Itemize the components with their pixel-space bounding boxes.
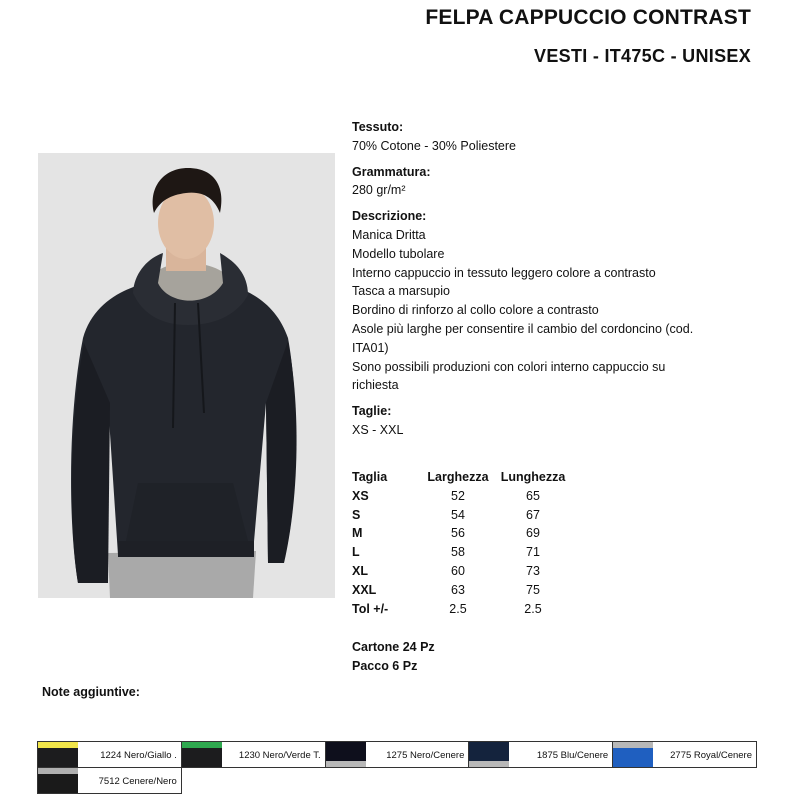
spec-value: XS - XXL: [352, 422, 404, 437]
notes-label: Note aggiuntive:: [42, 685, 140, 699]
size-cell: M: [352, 526, 363, 541]
color-option: [612, 741, 757, 768]
spec-value: Asole più larghe per consentire il cambio del cordoncino (cod.: [352, 321, 694, 336]
spec-value: Sono possibili produzioni con colori interno cappuccio su: [352, 359, 666, 374]
length-cell: 65: [526, 488, 540, 503]
product-title: FELPA CAPPUCCIO CONTRAST: [425, 6, 751, 29]
spec-value: Modello tubolare: [352, 246, 445, 261]
spec-value: 280 gr/m²: [352, 183, 406, 198]
swatch-stripe-bottom: [469, 761, 509, 767]
color-label: 2775 Royal/Cenere: [670, 750, 752, 761]
width-cell: 52: [451, 488, 465, 503]
color-label: 1224 Nero/Giallo .: [100, 750, 177, 761]
swatch-stripe-top: [38, 768, 78, 774]
column-header: Larghezza: [427, 470, 489, 484]
color-swatch: [326, 742, 366, 767]
width-cell: 54: [451, 507, 465, 522]
spec-value: Bordino di rinforzo al collo colore a contrasto: [352, 303, 599, 318]
product-subtitle: VESTI - IT475C - UNISEX: [534, 46, 751, 66]
spec-value: Interno cappuccio in tessuto leggero colore a contrasto: [352, 265, 656, 280]
color-label: 1875 Blu/Cenere: [536, 750, 609, 761]
spec-description: [352, 207, 752, 395]
spec-label: Tessuto:: [352, 120, 404, 134]
length-cell: 67: [526, 507, 540, 522]
table-row: [352, 506, 572, 525]
width-cell: 58: [451, 545, 465, 560]
spec-value: richiesta: [352, 378, 399, 393]
spec-list: [352, 118, 752, 440]
size-cell: S: [352, 507, 361, 522]
spec-value: Manica Dritta: [352, 227, 426, 242]
spec-label: Grammatura:: [352, 164, 431, 179]
table-row: [352, 524, 572, 543]
table-row: [352, 543, 572, 562]
column-header: Lunghezza: [500, 470, 566, 484]
length-cell: 71: [526, 545, 540, 560]
color-swatch: [38, 742, 78, 767]
spec-label: Descrizione:: [352, 209, 427, 224]
packaging-info: [352, 638, 435, 676]
width-cell: 63: [451, 582, 465, 597]
spec-fabric: [352, 118, 752, 156]
color-grid: [37, 741, 756, 793]
table-header-row: [352, 468, 572, 487]
color-label: 1230 Nero/Verde T.: [238, 750, 321, 761]
swatch-stripe-top: [613, 742, 653, 748]
size-cell: Tol +/-: [352, 601, 389, 616]
spec-weight: [352, 163, 752, 201]
spec-value: ITA01): [352, 340, 389, 355]
pack-quantity: Pacco 6 Pz: [352, 659, 418, 673]
width-cell: 56: [451, 526, 465, 541]
color-swatch: [613, 742, 653, 767]
color-option: [37, 741, 182, 768]
length-cell: 75: [526, 582, 540, 597]
swatch-stripe-bottom: [326, 761, 366, 767]
length-cell: 73: [526, 563, 540, 578]
color-label: 1275 Nero/Cenere: [386, 750, 465, 761]
color-option: [468, 741, 613, 768]
spec-label: Taglie:: [352, 404, 392, 419]
width-cell: 60: [451, 563, 465, 578]
size-cell: XL: [352, 563, 368, 578]
spec-value: 70% Cotone - 30% Poliestere: [352, 138, 516, 153]
swatch-stripe-top: [182, 742, 222, 748]
color-option: [325, 741, 470, 768]
size-table: [352, 468, 572, 618]
length-cell: 2.5: [524, 601, 542, 616]
color-swatch: [182, 742, 222, 767]
color-swatch: [38, 768, 78, 793]
width-cell: 2.5: [449, 601, 467, 616]
carton-quantity: Cartone 24 Pz: [352, 640, 435, 654]
color-option: [181, 741, 326, 768]
spec-value: Tasca a marsupio: [352, 284, 450, 299]
size-cell: L: [352, 545, 360, 560]
color-label: 7512 Cenere/Nero: [98, 776, 177, 787]
color-swatch: [469, 742, 509, 767]
swatch-stripe-top: [38, 742, 78, 748]
size-cell: XXL: [352, 582, 377, 597]
size-cell: XS: [352, 488, 369, 503]
spec-sizes: [352, 402, 752, 440]
length-cell: 69: [526, 526, 540, 541]
product-photo: [38, 153, 335, 598]
table-row: [352, 487, 572, 506]
table-row: [352, 562, 572, 581]
table-row: [352, 581, 572, 600]
column-header: Taglia: [352, 470, 388, 484]
table-row: [352, 600, 572, 619]
color-option: [37, 767, 182, 794]
